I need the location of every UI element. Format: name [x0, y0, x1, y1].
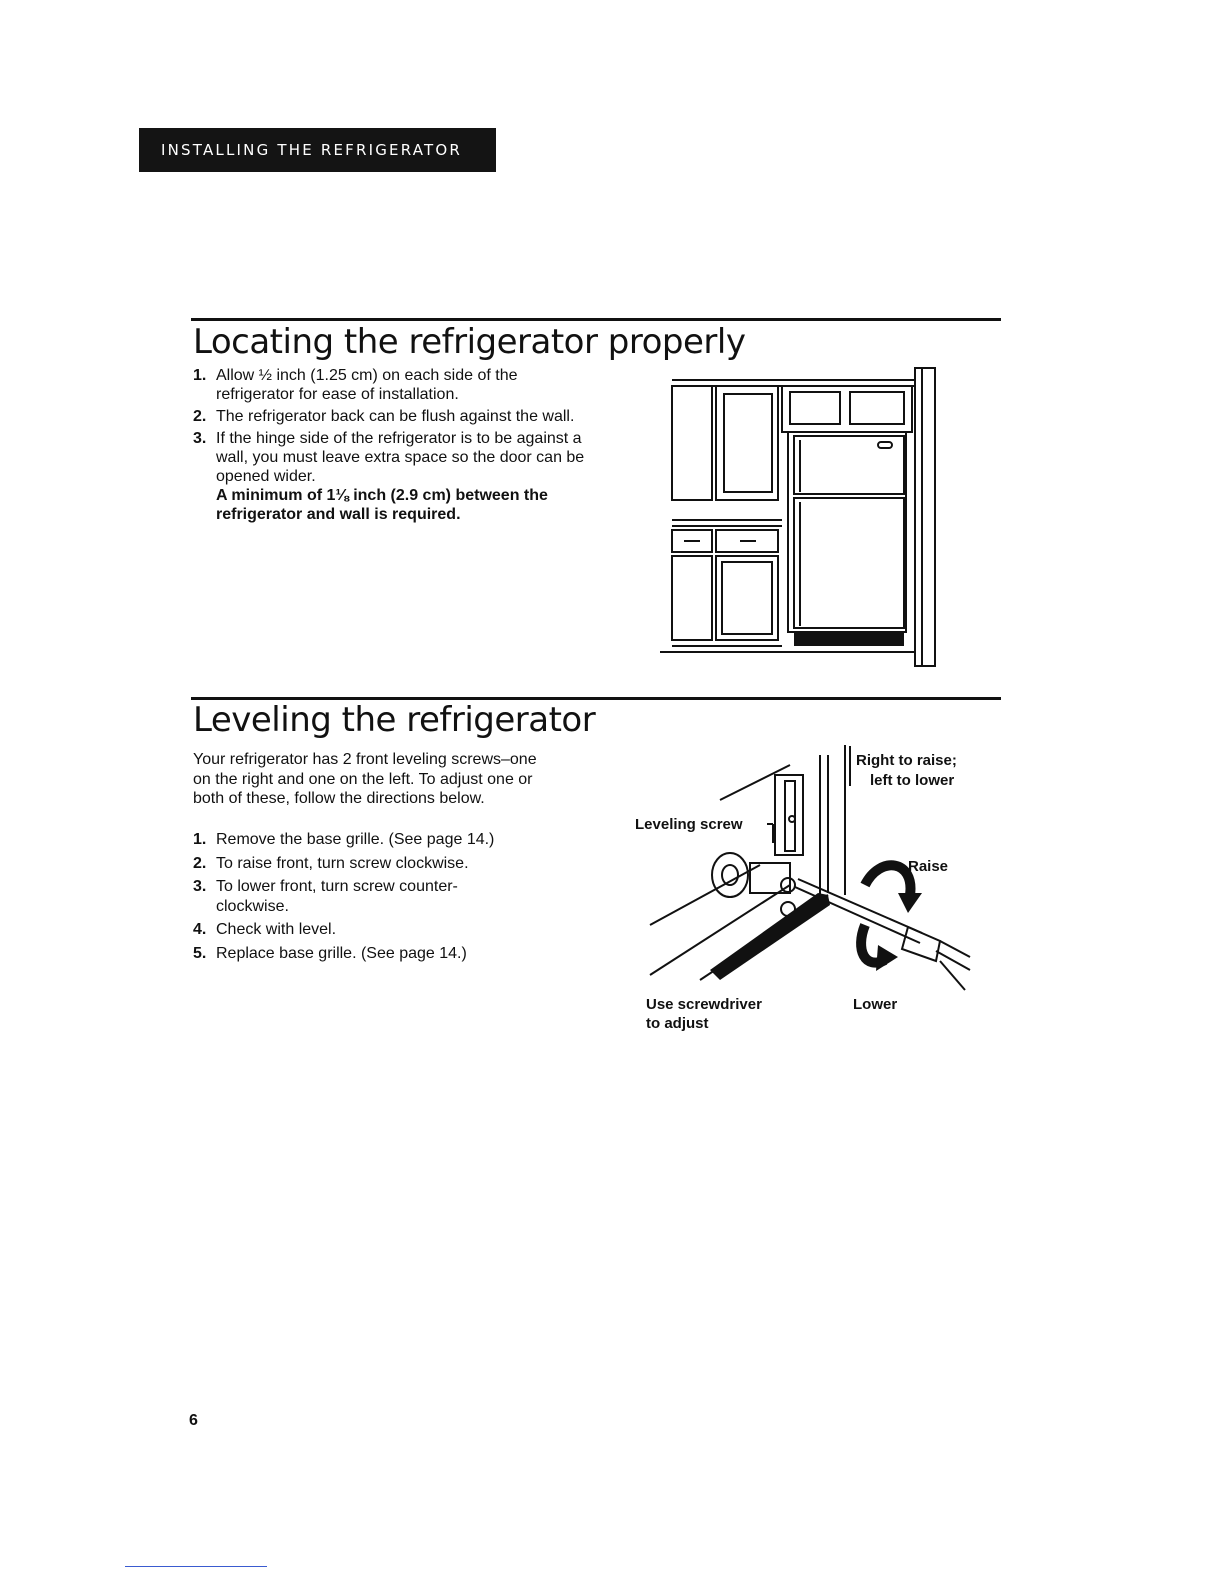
step-number: 2.: [193, 854, 207, 872]
step-number: 4.: [193, 921, 207, 938]
step-text: Allow ½ inch (1.25 cm) on each side of the refrigerator for ease of installation.: [216, 367, 518, 403]
list-item: [193, 830, 593, 850]
step-number: 3.: [193, 430, 207, 447]
step-text: If the hinge side of the refrigerator is to be against a wall, you must leave extra space so the door can be opened wider.: [216, 430, 585, 485]
step-number: 1.: [193, 367, 207, 384]
callout-to-adjust: to adjust: [646, 1015, 709, 1032]
step-text: Replace base grille. (See page 14.): [216, 944, 467, 962]
section-2-intro: Your refrigerator has 2 front leveling screws–one on the right and one on the left. To adjust one or both of these, follow the directions below.: [193, 751, 537, 807]
list-item: [193, 407, 593, 426]
section-2-steps: [193, 830, 593, 967]
step-number: 3.: [193, 878, 207, 895]
list-item: [193, 877, 593, 916]
step-emphasis: A minimum of 1⅛ inch (2.9 cm) between the refrigerator and wall is required.: [216, 487, 548, 523]
step-text: The refrigerator back can be flush against the wall.: [216, 408, 575, 425]
step-number: 1.: [193, 831, 207, 848]
list-item: [193, 944, 593, 964]
list-item: [193, 429, 593, 524]
section-header-label: INSTALLING THE REFRIGERATOR: [161, 141, 463, 159]
footer-divider: [125, 1566, 267, 1567]
step-text: To raise front, turn screw clockwise.: [216, 854, 469, 872]
callout-rule: [849, 746, 851, 786]
section-header-bar: [139, 128, 496, 172]
section-2-title: Leveling the refrigerator: [193, 700, 596, 740]
section-1-rule: [191, 318, 1001, 321]
section-1-title: Locating the refrigerator properly: [193, 322, 746, 362]
callout-left-to-lower: left to lower: [870, 772, 955, 789]
list-item: [193, 366, 593, 404]
list-item: [193, 920, 593, 940]
page-number: 6: [189, 1412, 198, 1429]
list-item: [193, 854, 593, 874]
step-text: Remove the base grille. (See page 14.): [216, 831, 495, 848]
refrigerator-cabinet-illustration: [660, 360, 945, 670]
callout-use-screwdriver: Use screwdriver: [646, 996, 762, 1013]
callout-leveling-screw: Leveling screw: [635, 816, 743, 833]
callout-raise: Raise: [908, 858, 949, 875]
step-number: 5.: [193, 944, 207, 962]
section-1-steps: [193, 366, 593, 527]
step-number: 2.: [193, 408, 207, 425]
step-text: To lower front, turn screw counter-clockwise.: [216, 878, 458, 915]
callout-right-to-raise: Right to raise;: [856, 752, 957, 769]
callout-lower: Lower: [853, 996, 898, 1013]
step-text: Check with level.: [216, 921, 337, 938]
